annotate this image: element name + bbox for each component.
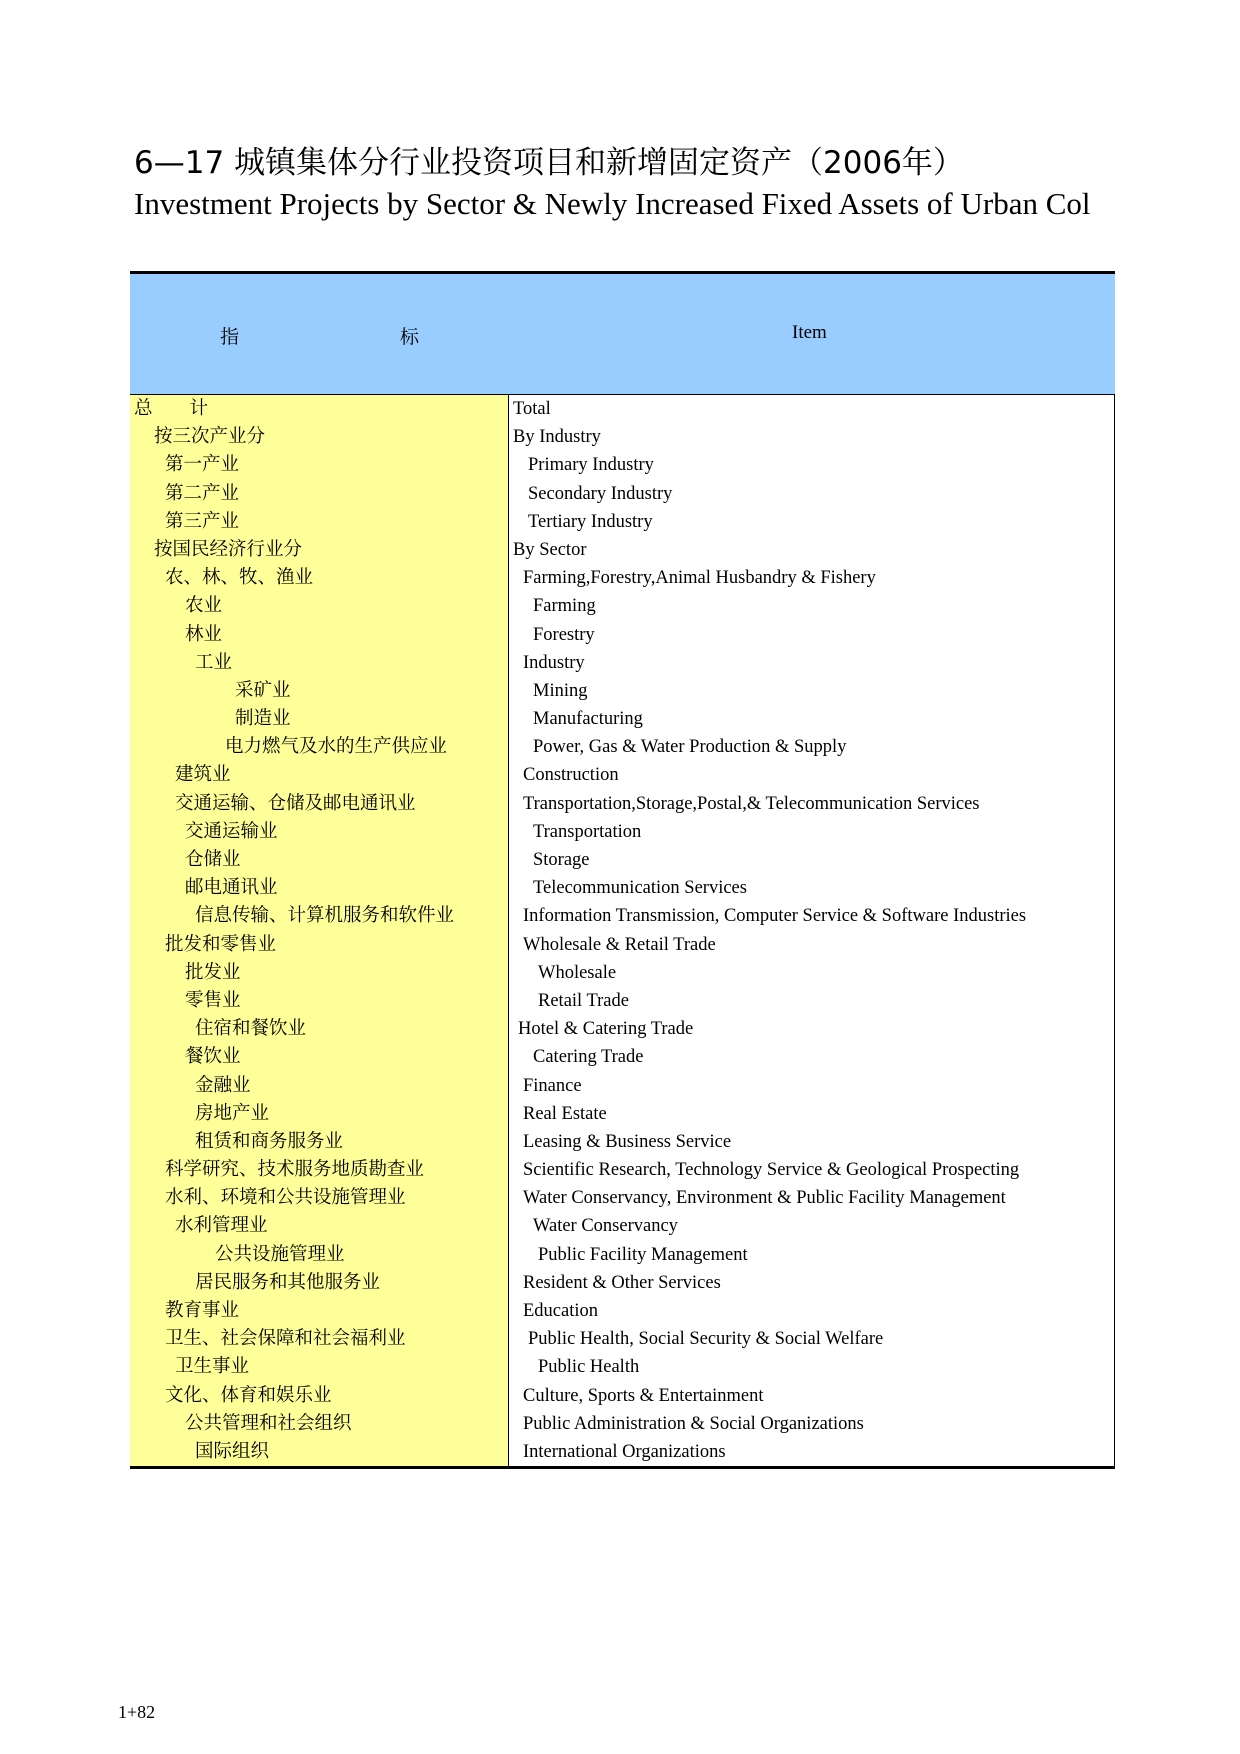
indicator-cell: 教育事业 bbox=[165, 1301, 240, 1321]
indicator-cell: 房地产业 bbox=[195, 1103, 270, 1124]
item-cell: Information Transmission, Computer Service & Software Industries bbox=[523, 906, 1027, 927]
indicator-cell: 第三产业 bbox=[165, 511, 240, 532]
indicator-cell: 建筑业 bbox=[175, 765, 231, 786]
page-title-en: Investment Projects by Sector & Newly Increased Fixed Assets of Urban Col bbox=[134, 186, 1091, 221]
item-cell: Secondary Industry bbox=[528, 483, 673, 504]
item-cell: Public Facility Management bbox=[538, 1244, 748, 1265]
item-cell: Public Health, Social Security & Social Welfare bbox=[528, 1329, 884, 1350]
indicator-cell: 制造业 bbox=[235, 709, 291, 730]
indicator-cell: 卫生、社会保障和社会福利业 bbox=[165, 1329, 406, 1350]
indicator-cell: 金融业 bbox=[195, 1075, 251, 1096]
indicator-cell: 仓储业 bbox=[185, 850, 241, 870]
indicator-cell: 水利、环境和公共设施管理业 bbox=[165, 1188, 406, 1209]
item-cell: Storage bbox=[533, 850, 590, 870]
page-title-cn: 6—17 城镇集体分行业投资项目和新增固定资产（2006年） bbox=[134, 145, 964, 181]
item-cell: Primary Industry bbox=[528, 455, 654, 476]
table-header bbox=[130, 274, 1115, 395]
item-cell: Forestry bbox=[533, 624, 595, 645]
item-cell: Power, Gas & Water Production & Supply bbox=[533, 737, 847, 758]
page-number: 1+82 bbox=[118, 1702, 156, 1722]
indicator-cell: 第一产业 bbox=[165, 455, 240, 476]
indicator-cell: 公共设施管理业 bbox=[215, 1244, 345, 1265]
item-cell: Farming bbox=[533, 596, 596, 617]
item-cell: Culture, Sports & Entertainment bbox=[523, 1385, 764, 1406]
item-cell: Mining bbox=[533, 680, 588, 701]
indicator-cell: 租赁和商务服务业 bbox=[195, 1131, 344, 1152]
item-cell: Resident & Other Services bbox=[523, 1272, 721, 1293]
item-cell: Wholesale & Retail Trade bbox=[523, 934, 716, 955]
item-cell: By Sector bbox=[513, 539, 587, 560]
item-cell: Manufacturing bbox=[533, 709, 643, 730]
indicator-cell: 批发和零售业 bbox=[165, 934, 277, 955]
indicator-cell: 电力燃气及水的生产供应业 bbox=[225, 737, 448, 758]
item-cell: Water Conservancy bbox=[533, 1216, 678, 1237]
item-cell: Telecommunication Services bbox=[533, 878, 747, 899]
indicator-cell: 总 计 bbox=[134, 399, 209, 419]
data-table bbox=[130, 271, 1115, 1469]
header-item: Item bbox=[792, 322, 827, 343]
item-cell: Catering Trade bbox=[533, 1047, 644, 1068]
item-column bbox=[509, 395, 1115, 1466]
indicator-cell: 批发业 bbox=[185, 962, 241, 983]
indicator-cell: 采矿业 bbox=[235, 680, 291, 701]
item-cell: International Organizations bbox=[523, 1441, 726, 1462]
indicator-cell: 水利管理业 bbox=[175, 1216, 268, 1237]
item-cell: Transportation bbox=[533, 821, 642, 842]
indicator-cell: 按三次产业分 bbox=[154, 427, 266, 448]
item-cell: Industry bbox=[523, 652, 585, 673]
indicator-cell: 餐饮业 bbox=[185, 1047, 241, 1068]
item-cell: Finance bbox=[523, 1075, 582, 1096]
indicator-cell: 零售业 bbox=[185, 990, 241, 1011]
item-cell: Wholesale bbox=[538, 962, 617, 983]
table-body bbox=[130, 395, 1115, 1469]
item-cell: Scientific Research, Technology Service & Geological Prospecting bbox=[523, 1160, 1020, 1181]
item-cell: Transportation,Storage,Postal,& Telecommunication Services bbox=[523, 793, 980, 814]
item-cell: Construction bbox=[523, 765, 619, 786]
indicator-cell: 工业 bbox=[195, 652, 233, 673]
indicator-cell: 邮电通讯业 bbox=[185, 878, 278, 899]
item-cell: Real Estate bbox=[523, 1103, 607, 1124]
item-cell: Hotel & Catering Trade bbox=[518, 1019, 694, 1040]
indicator-cell: 居民服务和其他服务业 bbox=[195, 1272, 381, 1293]
indicator-cell: 卫生事业 bbox=[175, 1357, 250, 1378]
item-cell: Public Health bbox=[538, 1357, 640, 1378]
item-cell: Public Administration & Social Organizations bbox=[523, 1413, 864, 1434]
indicator-cell: 科学研究、技术服务地质勘查业 bbox=[165, 1160, 425, 1181]
indicator-cell: 农、林、牧、渔业 bbox=[165, 568, 314, 589]
item-cell: Tertiary Industry bbox=[528, 511, 653, 532]
indicator-cell: 林业 bbox=[185, 624, 223, 645]
indicator-cell: 文化、体育和娱乐业 bbox=[165, 1385, 332, 1406]
indicator-cell: 交通运输业 bbox=[185, 821, 278, 842]
indicator-cell: 公共管理和社会组织 bbox=[185, 1413, 352, 1434]
indicator-column bbox=[130, 395, 509, 1466]
indicator-cell: 交通运输、仓储及邮电通讯业 bbox=[175, 793, 416, 814]
indicator-cell: 国际组织 bbox=[195, 1441, 270, 1462]
item-cell: Farming,Forestry,Animal Husbandry & Fishery bbox=[523, 568, 876, 589]
item-cell: Water Conservancy, Environment & Public Facility Management bbox=[523, 1188, 1006, 1209]
header-indicator-char1: 指 bbox=[220, 327, 240, 348]
indicator-cell: 第二产业 bbox=[165, 483, 240, 504]
indicator-cell: 按国民经济行业分 bbox=[154, 539, 303, 560]
item-cell: Leasing & Business Service bbox=[523, 1131, 732, 1152]
header-indicator-char2: 标 bbox=[400, 327, 420, 348]
item-cell: By Industry bbox=[513, 427, 601, 448]
indicator-cell: 农业 bbox=[185, 596, 223, 617]
indicator-cell: 信息传输、计算机服务和软件业 bbox=[195, 906, 455, 927]
item-cell: Total bbox=[513, 399, 551, 419]
indicator-cell: 住宿和餐饮业 bbox=[195, 1019, 307, 1040]
item-cell: Education bbox=[523, 1301, 599, 1321]
item-cell: Retail Trade bbox=[538, 990, 629, 1011]
